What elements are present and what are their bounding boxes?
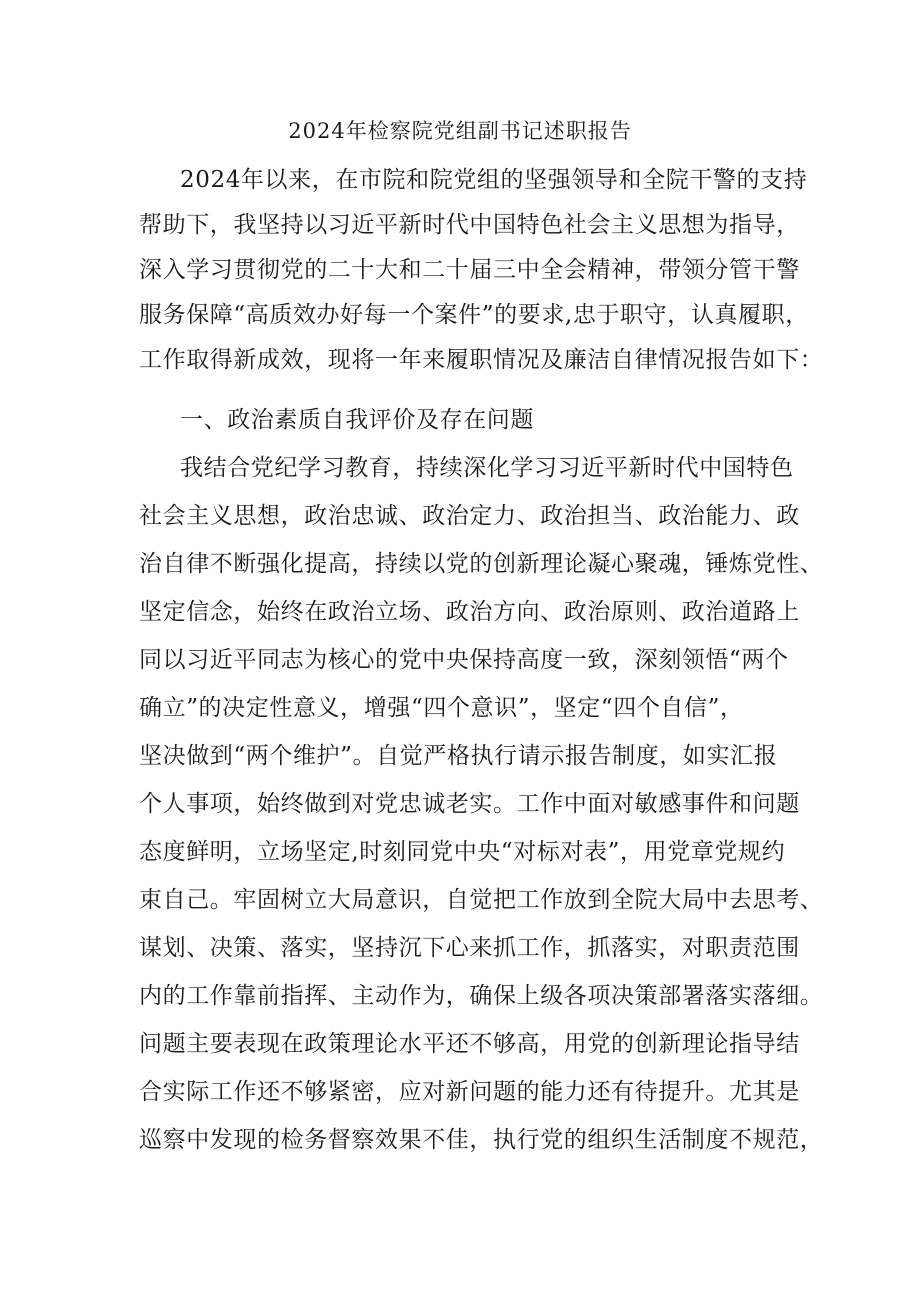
body-line: 束自己。牢固树立大局意识，自觉把工作放到全院大局中去思考、 — [139, 887, 824, 913]
body-line: 坚决做到“两个维护”。自觉严格执行请示报告制度，如实汇报 — [139, 743, 778, 769]
document-title: 2024年检察院党组副书记述职报告 — [288, 119, 632, 143]
body-line: 合实际工作还不够紧密，应对新问题的能力还有待提升。尤其是 — [139, 1079, 800, 1105]
body-line: 确立”的决定性意义，增强“四个意识”，坚定“四个自信”， — [139, 695, 744, 721]
body-line: 坚定信念，始终在政治立场、政治方向、政治原则、政治道路上 — [139, 599, 800, 625]
body-line: 服务保障“高质效办好每一个案件”的要求,忠于职守，认真履职， — [139, 302, 809, 328]
body-line: 治自律不断强化提高，持续以党的创新理论凝心聚魂，锤炼党性、 — [139, 551, 824, 577]
body-line: 我结合党纪学习教育，持续深化学习习近平新时代中国特色 — [180, 455, 794, 481]
body-line: 问题主要表现在政策理论水平还不够高，用党的创新理论指导结 — [139, 1031, 800, 1057]
body-line: 2024年以来，在市院和院党组的坚强领导和全院干警的支持 — [180, 167, 808, 193]
section-heading: 一、政治素质自我评价及存在问题 — [180, 407, 534, 433]
body-line: 个人事项，始终做到对党忠诚老实。工作中面对敏感事件和问题 — [139, 791, 800, 817]
body-line: 深入学习贯彻党的二十大和二十届三中全会精神，带领分管干警 — [139, 257, 800, 283]
body-line: 巡察中发现的检务督察效果不佳，执行党的组织生活制度不规范， — [139, 1127, 824, 1153]
body-line: 谋划、决策、落实，坚持沉下心来抓工作，抓落实，对职责范围 — [139, 935, 800, 961]
body-line: 帮助下，我坚持以习近平新时代中国特色社会主义思想为指导， — [139, 212, 800, 238]
body-line: 工作取得新成效，现将一年来履职情况及廉洁自律情况报告如下： — [139, 347, 824, 373]
body-line: 同以习近平同志为核心的党中央保持高度一致，深刻领悟“两个 — [139, 647, 789, 673]
body-line: 社会主义思想，政治忠诚、政治定力、政治担当、政治能力、政 — [139, 503, 800, 529]
body-line: 态度鲜明，立场坚定,时刻同党中央“对标对表”，用党章党规约 — [139, 839, 786, 865]
body-line: 内的工作靠前指挥、主动作为，确保上级各项决策部署落实落细。 — [139, 983, 824, 1009]
